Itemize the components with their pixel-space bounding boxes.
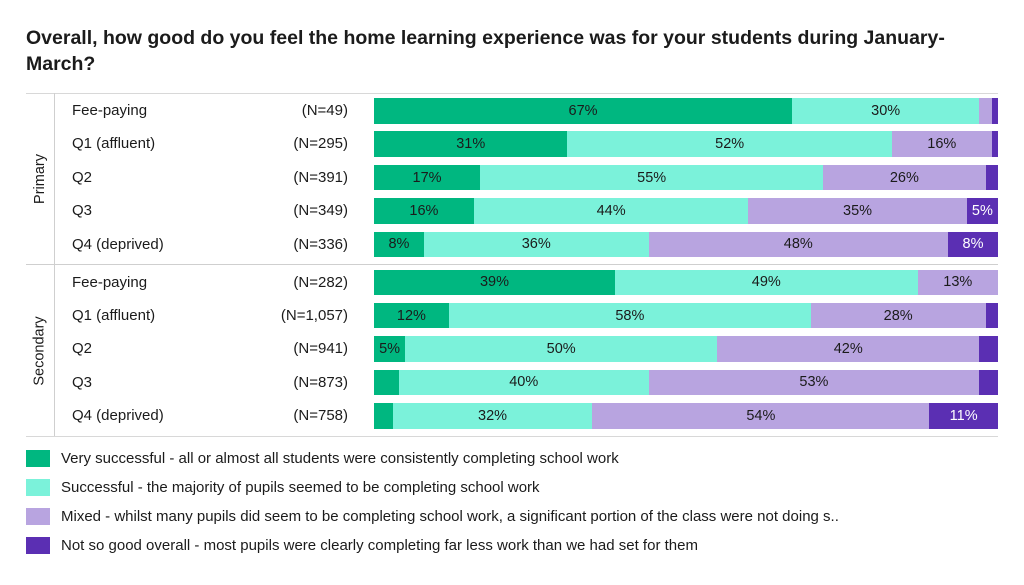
bar-segment xyxy=(948,232,998,258)
row-category-label: Q1 (affluent) xyxy=(72,306,156,324)
stacked-bar xyxy=(374,403,998,429)
row-category-label: Q2 xyxy=(72,168,93,186)
bar-segment-label: 42% xyxy=(833,341,863,358)
bar-segment-label: 35% xyxy=(843,202,873,219)
row-category-label: Q3 xyxy=(72,202,93,220)
group-label-primary-text: Primary xyxy=(32,153,49,204)
bar-segment-label: 13% xyxy=(943,274,973,291)
bar-segment-label: 31% xyxy=(456,136,486,153)
chart-bottom-rule xyxy=(26,436,998,437)
bar-segment xyxy=(892,131,992,157)
chart-legend xyxy=(26,444,998,560)
row-category-label: Fee-paying xyxy=(72,102,148,119)
bar-segment-label: 39% xyxy=(479,274,509,291)
bar-segment xyxy=(374,131,567,157)
bar-segment-label: 16% xyxy=(409,202,439,219)
bar-segment xyxy=(374,303,449,329)
row-category-label: Q1 (affluent) xyxy=(72,135,156,153)
chart-row xyxy=(26,228,998,261)
stacked-bar xyxy=(374,198,998,224)
bar-segment xyxy=(986,303,998,329)
legend-item[interactable] xyxy=(26,531,998,560)
legend-item[interactable] xyxy=(26,444,998,473)
chart-row xyxy=(26,366,998,399)
bar-segment-label: 30% xyxy=(871,102,901,119)
stacked-bar xyxy=(374,370,998,396)
legend-label: Mixed - whilst many pupils did seem to be completing school work, a significant portion of the class were not doing s.. xyxy=(61,508,839,525)
bar-segment-label: 5% xyxy=(379,341,401,358)
stacked-bar xyxy=(374,232,998,258)
row-sample-size: (N=873) xyxy=(293,373,348,391)
page-title: Overall, how good do you feel the home learning experience was for your students during January-March? xyxy=(26,27,945,75)
stacked-bar xyxy=(374,98,998,124)
bar-segment xyxy=(424,232,649,258)
chart-row xyxy=(26,127,998,160)
bar-segment xyxy=(474,198,749,224)
bar-segment xyxy=(592,403,929,429)
bar-segment-label: 12% xyxy=(396,307,426,324)
row-category-label: Fee-paying xyxy=(72,273,148,291)
bar-segment-label: 26% xyxy=(889,169,919,186)
bar-segment xyxy=(979,370,998,396)
bar-segment xyxy=(918,270,998,296)
bar-segment xyxy=(649,232,949,258)
bar-segment xyxy=(649,370,980,396)
legend-swatch xyxy=(26,508,50,525)
bar-segment xyxy=(405,336,717,362)
bar-segment xyxy=(792,98,979,124)
bar-segment-label: 17% xyxy=(412,169,442,186)
chart-row xyxy=(26,332,998,365)
bar-segment-label: 5% xyxy=(971,202,993,219)
bar-segment-label: 54% xyxy=(746,407,776,424)
bar-segment-label: 48% xyxy=(783,236,813,253)
legend-label: Successful - the majority of pupils seemed to be completing school work xyxy=(61,479,540,496)
bar-segment xyxy=(717,336,979,362)
bar-segment-label: 44% xyxy=(596,202,626,219)
bar-segment xyxy=(811,303,986,329)
legend-label: Very successful - all or almost all students were consistently completing school work xyxy=(61,450,619,467)
bar-segment-label: 40% xyxy=(509,374,539,391)
stacked-bar-chart xyxy=(26,93,998,437)
bar-segment xyxy=(374,198,474,224)
bar-segment xyxy=(986,165,998,191)
chart-row xyxy=(26,266,998,299)
bar-segment xyxy=(748,198,966,224)
row-sample-size: (N=349) xyxy=(293,202,348,220)
bar-segment xyxy=(967,198,998,224)
row-sample-size: (N=941) xyxy=(293,340,348,358)
bar-segment xyxy=(399,370,649,396)
bar-segment-label: 58% xyxy=(615,307,645,324)
stacked-bar xyxy=(374,270,998,296)
bar-segment-label: 36% xyxy=(521,236,551,253)
bar-segment-label: 52% xyxy=(715,136,745,153)
chart-row xyxy=(26,94,998,127)
legend-item[interactable] xyxy=(26,473,998,502)
chart-row xyxy=(26,299,998,332)
chart-row xyxy=(26,194,998,227)
bar-segment xyxy=(374,98,792,124)
bar-segment xyxy=(393,403,593,429)
legend-label: Not so good overall - most pupils were clearly completing far less work than we had set for them xyxy=(61,537,698,554)
bar-segment xyxy=(374,232,424,258)
row-sample-size: (N=49) xyxy=(301,102,348,119)
row-category-label: Q3 xyxy=(72,373,93,391)
bar-segment xyxy=(615,270,918,296)
row-sample-size: (N=391) xyxy=(293,168,348,186)
stacked-bar xyxy=(374,131,998,157)
row-category-label: Q4 (deprived) xyxy=(72,235,164,253)
bar-segment-label: 49% xyxy=(751,274,781,291)
bar-segment xyxy=(567,131,891,157)
bar-segment-label: 11% xyxy=(949,407,978,424)
bar-segment xyxy=(374,370,399,396)
bar-segment xyxy=(480,165,823,191)
stacked-bar xyxy=(374,336,998,362)
row-sample-size: (N=758) xyxy=(293,407,348,425)
legend-swatch xyxy=(26,450,50,467)
legend-swatch xyxy=(26,537,50,554)
bar-segment-label: 8% xyxy=(962,236,984,253)
row-sample-size: (N=336) xyxy=(293,235,348,253)
bar-segment xyxy=(992,98,998,124)
row-sample-size: (N=282) xyxy=(293,273,348,291)
legend-swatch xyxy=(26,479,50,496)
bar-segment-label: 55% xyxy=(637,169,667,186)
bar-segment-label: 32% xyxy=(478,407,508,424)
bar-segment xyxy=(449,303,811,329)
row-sample-size: (N=295) xyxy=(293,135,348,153)
bar-segment xyxy=(374,336,405,362)
bar-segment-label: 53% xyxy=(799,374,829,391)
row-category-label: Q4 (deprived) xyxy=(72,407,164,425)
bar-segment-label: 67% xyxy=(568,102,598,119)
chart-row xyxy=(26,161,998,194)
bar-segment xyxy=(374,165,480,191)
stacked-bar xyxy=(374,165,998,191)
bar-segment xyxy=(929,403,998,429)
bar-segment xyxy=(823,165,985,191)
bar-segment-label: 28% xyxy=(883,307,913,324)
bar-segment xyxy=(992,131,998,157)
stacked-bar xyxy=(374,303,998,329)
row-category-label: Q2 xyxy=(72,340,93,358)
bar-segment-label: 16% xyxy=(927,136,957,153)
bar-segment xyxy=(374,403,393,429)
chart-row xyxy=(26,399,998,432)
bar-segment xyxy=(979,98,991,124)
bar-segment xyxy=(979,336,998,362)
bar-segment-label: 8% xyxy=(388,236,410,253)
group-label-secondary-text: Secondary xyxy=(32,315,49,386)
bar-segment-label: 50% xyxy=(546,341,576,358)
bar-segment xyxy=(374,270,615,296)
row-sample-size: (N=1,057) xyxy=(280,306,348,324)
legend-item[interactable] xyxy=(26,502,998,531)
